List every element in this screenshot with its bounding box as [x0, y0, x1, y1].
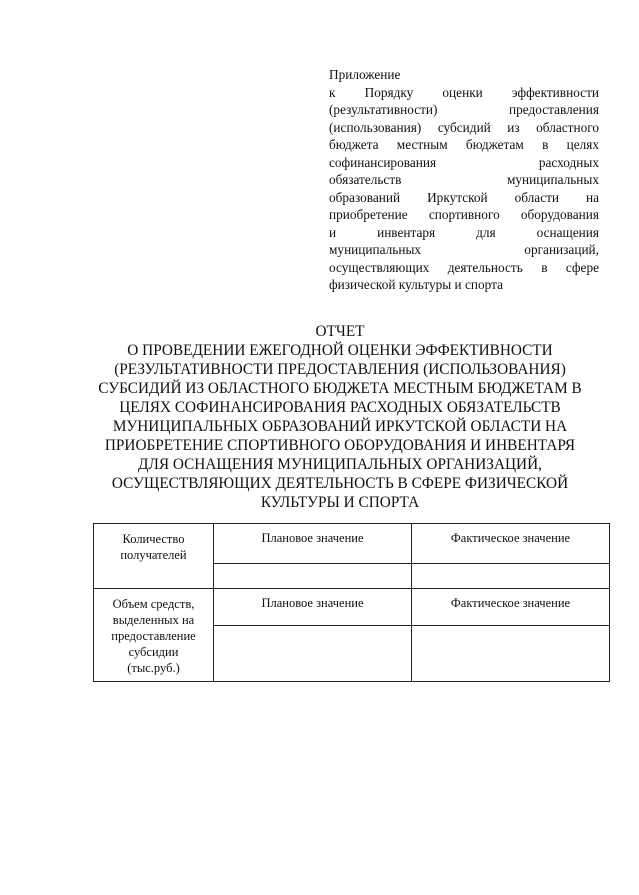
report-table [93, 523, 610, 682]
row-label-recipients: Количество получателей [94, 524, 214, 589]
actual-value-header: Фактическое значение [412, 524, 610, 564]
report-title-line: ПРИОБРЕТЕНИЕ СПОРТИВНОГО ОБОРУДОВАНИЯ И ИНВЕНТАРЯ [104, 437, 576, 454]
appendix-line: приобретение спортивного оборудования [329, 207, 599, 222]
report-title-line: ОСУЩЕСТВЛЯЮЩИХ ДЕЯТЕЛЬНОСТЬ В СФЕРЕ ФИЗИЧЕСКОЙ [111, 475, 569, 492]
appendix-line: (результативности) предоставления [329, 102, 599, 117]
report-title-line: О ПРОВЕДЕНИИ ЕЖЕГОДНОЙ ОЦЕНКИ ЭФФЕКТИВНОСТИ [127, 342, 553, 359]
report-title-line: ОТЧЕТ [315, 323, 365, 340]
appendix-line: обязательств муниципальных [329, 172, 599, 187]
appendix-line: бюджета местным бюджетам в целях [329, 137, 599, 152]
report-title-line: ДЛЯ ОСНАЩЕНИЯ МУНИЦИПАЛЬНЫХ ОРГАНИЗАЦИЙ, [138, 456, 542, 473]
report-title [60, 322, 620, 512]
appendix-line: физической культуры и спорта [329, 277, 503, 292]
report-title-line: КУЛЬТУРЫ И СПОРТА [260, 494, 420, 511]
row-label-funds: Объем средств, выделенных на предоставление субсидии (тыс.руб.) [94, 589, 214, 682]
report-title-line: МУНИЦИПАЛЬНЫХ ОБРАЗОВАНИЙ ИРКУТСКОЙ ОБЛАСТИ НА [112, 418, 568, 435]
actual-value-cell[interactable] [412, 564, 610, 589]
appendix-line: образований Иркутской области на [329, 189, 599, 205]
appendix-line: (использования) субсидий из областного [329, 119, 599, 135]
appendix-block [329, 66, 599, 294]
appendix-line: Приложение [329, 67, 401, 82]
table-row [94, 589, 610, 626]
planned-value-cell[interactable] [214, 626, 412, 682]
report-title-line: СУБСИДИЙ ИЗ ОБЛАСТНОГО БЮДЖЕТА МЕСТНЫМ БЮДЖЕТАМ В [98, 380, 582, 397]
appendix-line: муниципальных организаций, [329, 242, 599, 257]
actual-value-cell[interactable] [412, 626, 610, 682]
appendix-line: софинансирования расходных [329, 154, 599, 170]
planned-value-header: Плановое значение [214, 524, 412, 564]
actual-value-header: Фактическое значение [412, 589, 610, 626]
appendix-line: осуществляющих деятельность в сфере [329, 259, 599, 275]
report-title-line: (РЕЗУЛЬТАТИВНОСТИ ПРЕДОСТАВЛЕНИЯ (ИСПОЛЬЗОВАНИЯ) [114, 361, 566, 378]
planned-value-cell[interactable] [214, 564, 412, 589]
planned-value-header: Плановое значение [214, 589, 412, 626]
report-title-line: ЦЕЛЯХ СОФИНАНСИРОВАНИЯ РАСХОДНЫХ ОБЯЗАТЕЛЬСТВ [119, 399, 561, 416]
appendix-line: к Порядку оценки эффективности [329, 84, 599, 100]
table-row [94, 524, 610, 564]
appendix-line: и инвентаря для оснащения [329, 224, 599, 240]
